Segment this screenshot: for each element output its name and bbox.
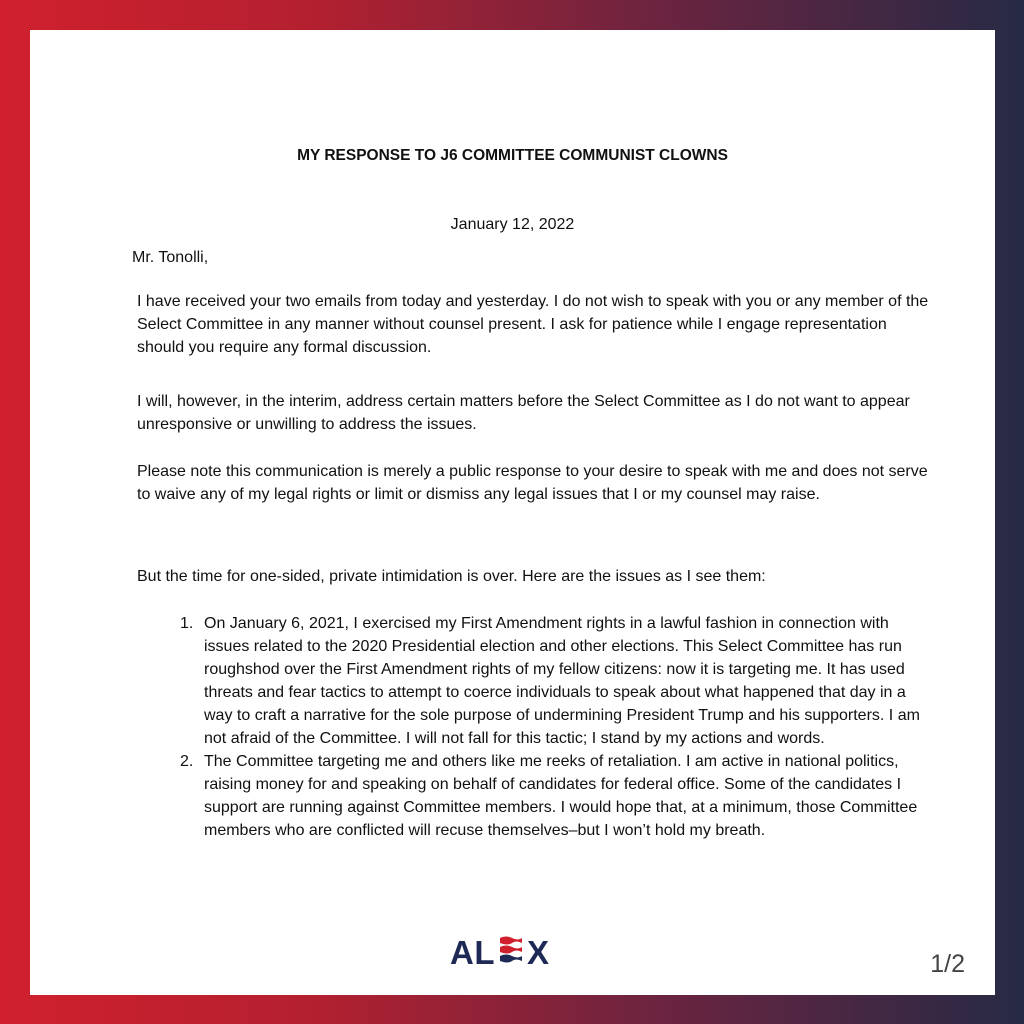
list-item	[180, 750, 920, 842]
document-date: January 12, 2022	[450, 216, 575, 233]
list-item-text: The Committee targeting me and others like me reeks of retaliation. I am active in national politics, raising money for and speaking on behalf of candidates for federal office. Some of the candidates I support are running against Committee members. I would hope that, at a minimum, those Committee members who are conflicted will recuse themselves–but I won’t hold my breath.	[204, 753, 918, 839]
list-item	[180, 612, 920, 750]
list-item-number: 1.	[180, 615, 194, 632]
salutation: Mr. Tonolli,	[132, 249, 209, 266]
document-page	[30, 30, 995, 995]
document-title: MY RESPONSE TO J6 COMMITTEE COMMUNIST CLOWNS	[297, 147, 728, 164]
paragraph-1: I have received your two emails from today and yesterday. I do not wish to speak with you or any member of the Select Committee in any manner without counsel present. I ask for patience while I engage representation should you require any formal discussion.	[137, 293, 929, 356]
paragraph-4: But the time for one-sided, private intimidation is over. Here are the issues as I see them:	[137, 568, 766, 585]
alex-logo	[450, 933, 550, 973]
flag-e-icon	[498, 934, 524, 972]
page-indicator: 1/2	[930, 950, 965, 978]
issues-list	[180, 612, 920, 842]
list-item-text: On January 6, 2021, I exercised my First Amendment rights in a lawful fashion in connection with issues related to the 2020 Presidential election and other elections. This Select Committee has run roughshod over the First Amendment rights of my fellow citizens: now it is targeting me. It has used threats and fear tactics to attempt to coerce individuals to speak about what happened that day in a way to craft a narrative for the sole purpose of undermining President Trump and his supporters. I am not afraid of the Committee. I will not fall for this tactic; I stand by my actions and words.	[204, 615, 920, 747]
logo-text-right: X	[527, 934, 550, 971]
paragraph-2: I will, however, in the interim, address certain matters before the Select Committee as I do not want to appear unresponsive or unwilling to address the issues.	[137, 393, 910, 433]
list-item-number: 2.	[180, 753, 194, 770]
logo-text-left: AL	[450, 934, 495, 971]
paragraph-3: Please note this communication is merely a public response to your desire to speak with me and does not serve to waive any of my legal rights or limit or dismiss any legal issues that I or my counsel may raise.	[137, 463, 928, 503]
